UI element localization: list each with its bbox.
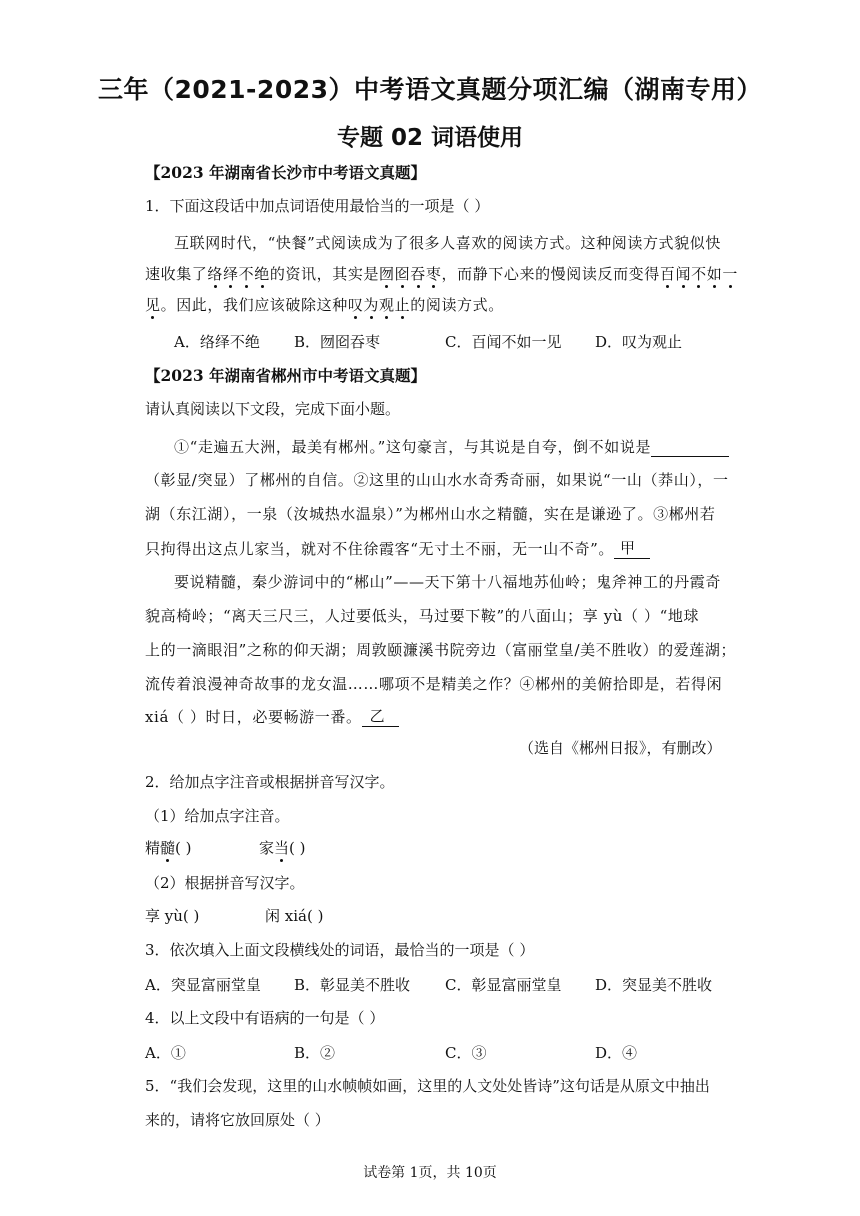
q1-option-d[interactable]: D．叹为观止	[595, 333, 683, 351]
q1-option-b[interactable]: B．囫囵吞枣	[294, 333, 381, 351]
dotted-char: 止	[394, 296, 411, 314]
dotted-char: 叹	[347, 296, 364, 314]
dotted-char: 不	[238, 265, 255, 283]
passage-2-line-7: 上的一滴眼泪”之称的仰天湖；周敦颐濂溪书院旁边（富丽堂皇/美不胜收）的爱莲湖；	[145, 641, 737, 659]
passage-2-line-8: 流传着浪漫神奇故事的龙女温……哪项不是精美之作？④郴州的美俯拾即是，若得闲	[145, 675, 723, 693]
passage-2-line-2: （彰显/突显）了郴州的自信。②这里的山山水水奇秀奇丽，如果说“一山（莽山），一	[145, 471, 729, 489]
dotted-word-4	[348, 296, 410, 314]
dotted-char: 如	[706, 265, 723, 283]
q3-option-b[interactable]: B．彰显美不胜收	[294, 976, 411, 994]
q3-option-a[interactable]: A．突显富丽堂皇	[145, 976, 261, 994]
question-2-sub-2: （2）根据拼音写汉字。	[145, 874, 305, 892]
dotted-word-2	[379, 265, 441, 283]
q4-option-b[interactable]: B．②	[294, 1044, 336, 1062]
dotted-char: 绎	[223, 265, 239, 283]
dotted-char: 为	[363, 296, 380, 314]
passage-1-line-2	[145, 264, 738, 284]
passage-text: ，而静下心来的慢阅读反而变得	[441, 265, 660, 283]
passage-text: xiá（ ）时日，必要畅游一番。	[145, 708, 362, 726]
passage-2-line-6: 貌高椅岭；“离天三尺三，人过要低头，马过要下鞍”的八面山；享 yù（ ）“地球	[145, 607, 700, 625]
q4-option-c[interactable]: C．③	[445, 1044, 487, 1062]
q2-item-jiadang[interactable]	[259, 838, 306, 858]
passage-1-line-3	[145, 295, 504, 315]
q4-option-d[interactable]: D．④	[595, 1044, 638, 1062]
fill-blank[interactable]	[651, 436, 729, 457]
question-1-stem: 1．下面这段话中加点词语使用最恰当的一项是（ ）	[145, 197, 490, 215]
document-title: 三年（2021-2023）中考语文真题分项汇编（湖南专用）	[97, 75, 763, 104]
question-5-line-1: 5．“我们会发现，这里的山水帧帧如画，这里的人文处处皆诗”这句话是从原文中抽出	[145, 1077, 710, 1095]
passage-text: 速收集了	[145, 265, 208, 283]
answer-blank[interactable]: ( )	[289, 839, 306, 857]
q4-option-a[interactable]: A．①	[145, 1044, 186, 1062]
dotted-char: 吞	[410, 265, 426, 283]
passage-2-line-5: 要说精髓，秦少游词中的“郴山”——天下第十八福地苏仙岭；鬼斧神工的丹霞奇	[174, 573, 721, 591]
dotted-char: 绝	[254, 265, 270, 283]
q3-option-c[interactable]: C．彰显富丽堂皇	[445, 976, 562, 994]
dotted-word-3	[660, 265, 738, 283]
dotted-word-3-end	[145, 296, 161, 314]
question-3-stem: 3．依次填入上面文段横线处的词语，最恰当的一项是（ ）	[145, 941, 535, 959]
passage-2-line-4	[145, 538, 650, 559]
dotted-word-1	[207, 265, 269, 283]
dotted-char: 见	[145, 296, 161, 314]
passage-text: 。因此，我们应该破除这种	[160, 296, 348, 314]
dotted-char: 枣	[425, 265, 442, 283]
dotted-char: 髓	[160, 839, 176, 857]
question-5-line-2: 来的，请将它放回原处（ ）	[145, 1111, 330, 1129]
item-text: 精	[145, 839, 161, 857]
dotted-char: 一	[722, 265, 738, 283]
passage-text: 的阅读方式。	[410, 296, 504, 314]
dotted-char: 闻	[675, 265, 692, 283]
passage-2-line-9	[145, 706, 399, 727]
dotted-char: 不	[691, 265, 707, 283]
dotted-char: 囵	[394, 265, 411, 283]
question-2-stem: 2．给加点字注音或根据拼音写汉字。	[145, 773, 395, 791]
dotted-char: 百	[659, 265, 676, 283]
section-heading-changsha: 【2023 年湖南省长沙市中考语文真题】	[145, 163, 427, 182]
passage-2-line-1	[174, 436, 729, 457]
passage-text: 的资讯，其实是	[269, 265, 380, 283]
passage-source: （选自《郴州日报》，有删改）	[519, 739, 722, 757]
passage-1-line-1: 互联网时代，“快餐”式阅读成为了很多人喜欢的阅读方式。这种阅读方式貌似快	[174, 234, 721, 252]
page-footer: 试卷第 1页，共 10页	[363, 1165, 497, 1181]
q2-item-yu[interactable]: 享 yù( )	[145, 907, 200, 925]
q2-item-jingsui[interactable]	[145, 838, 192, 858]
dotted-char: 络	[207, 265, 224, 283]
passage-2-intro: 请认真阅读以下文段，完成下面小题。	[145, 400, 401, 418]
passage-text: 只拘得出这点儿家当，就对不住徐霞客“无寸土不丽，无一山不奇”。	[145, 540, 614, 558]
item-text: 家	[259, 839, 275, 857]
q3-option-d[interactable]: D．突显美不胜收	[595, 976, 713, 994]
document-subtitle: 专题 02 词语使用	[336, 125, 524, 151]
blank-yi[interactable]: 乙	[362, 706, 400, 727]
q1-option-a[interactable]: A．络绎不绝	[174, 333, 260, 351]
passage-2-line-3: 湖（东江湖），一泉（汝城热水温泉）”为郴州山水之精髓，实在是谦逊了。③郴州若	[145, 505, 716, 523]
q1-option-c[interactable]: C．百闻不如一见	[445, 333, 562, 351]
question-4-stem: 4．以上文段中有语病的一句是（ ）	[145, 1009, 385, 1027]
dotted-char: 观	[379, 296, 395, 314]
q2-item-xia[interactable]: 闲 xiá( )	[265, 907, 324, 925]
answer-blank[interactable]: ( )	[175, 839, 192, 857]
blank-jia[interactable]: 甲	[614, 538, 650, 559]
section-heading-chenzhou: 【2023 年湖南省郴州市中考语文真题】	[145, 366, 427, 385]
question-2-sub-1: （1）给加点字注音。	[145, 807, 290, 825]
dotted-char: 囫	[379, 265, 395, 283]
passage-text: ①“走遍五大洲，最美有郴州。”这句豪言，与其说是自夸，倒不如说是	[174, 438, 652, 456]
dotted-char: 当	[274, 839, 290, 857]
